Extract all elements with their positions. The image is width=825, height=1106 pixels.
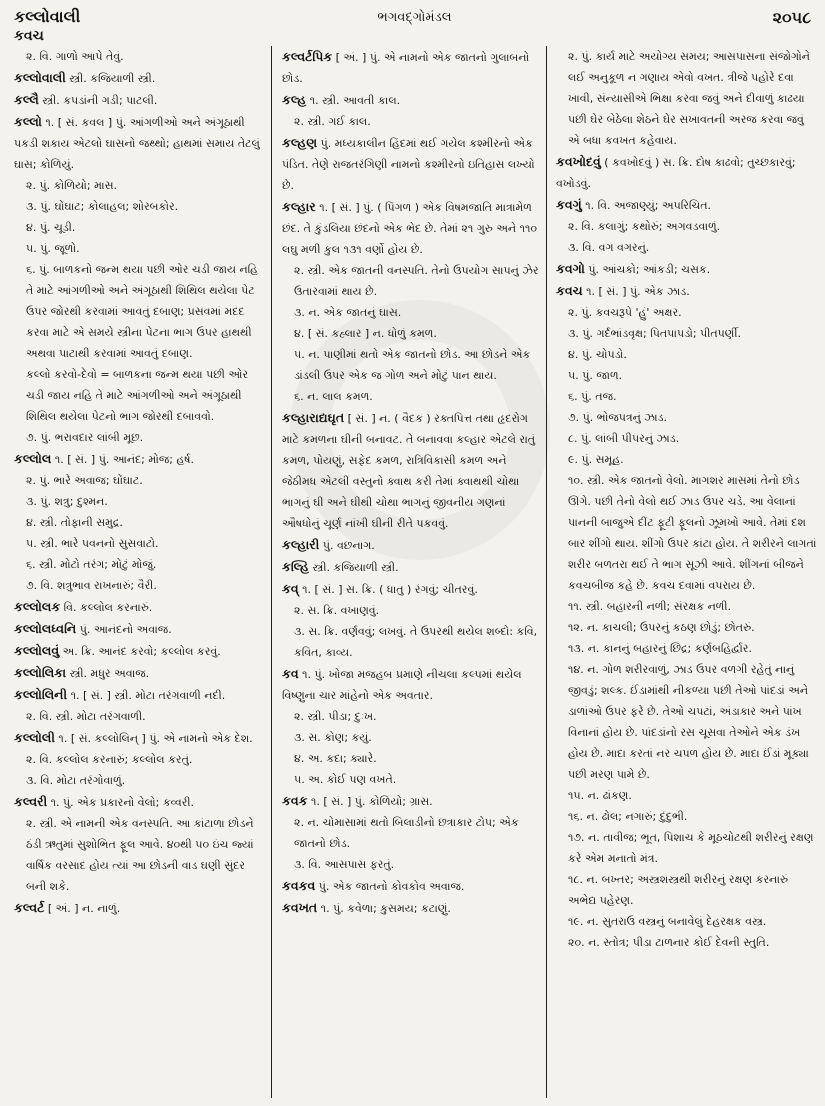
headword: કવગો bbox=[556, 261, 585, 276]
dictionary-entry bbox=[14, 67, 264, 89]
headword: કવખોદવું bbox=[556, 154, 601, 169]
headword: કલ્હારી bbox=[282, 537, 320, 552]
headword: કલ્લોલિની bbox=[14, 687, 68, 702]
definition-text: ૩. સ. ક્રિ. વર્ણવવું; લખવું. તે ઉપરથી થયેલ શબ્દો: કવિ, કવિત, કાવ્ય. bbox=[294, 625, 538, 659]
entry-sense bbox=[556, 911, 817, 932]
definition-text: ૪. પું. ચૂડી. bbox=[26, 221, 76, 234]
headword: કલ્વર્ટ bbox=[14, 900, 45, 915]
definition-text: ૨. પું. ભારે અવાજ; ઘોંઘાટ. bbox=[26, 474, 143, 487]
entry-sense bbox=[282, 344, 540, 386]
column-divider bbox=[271, 46, 272, 1098]
definition-text: [ અં. ] પું. એ નામનો એક જાતનો ગુલાબનો છોડ. bbox=[282, 51, 530, 85]
headword: કલ્લોલવું bbox=[14, 643, 60, 658]
definition-text: ૫. અ. કોઈ પણ વખતે. bbox=[294, 773, 397, 786]
entry-sense bbox=[282, 854, 540, 875]
entry-sense bbox=[282, 748, 540, 769]
definition-text: ૯. પું. સમૂહ. bbox=[568, 453, 624, 466]
entry-sense bbox=[14, 364, 264, 427]
definition-text: ૧. [ સં. કવલ ] પું. આંગળીઓ અને અંગૂઠાથી પકડી શકાય એટલો ઘાસનો જથ્થો; હાથમાં સમાય તેટલું ઘાસ; કોળિયું. bbox=[14, 116, 260, 171]
dictionary-entry bbox=[282, 663, 540, 706]
headword: કવગું bbox=[556, 197, 582, 212]
definition-text: સ્ત્રી. કજિયાળી સ્ત્રી. bbox=[65, 72, 156, 85]
entry-sense bbox=[282, 769, 540, 790]
dictionary-entry bbox=[282, 875, 540, 897]
column-2 bbox=[278, 46, 540, 1100]
headword: કલ્લોવાલી bbox=[14, 70, 66, 85]
definition-text: ૩. પું. ઘોંઘાટ; કોલાહલ; શોરબકોર. bbox=[26, 200, 179, 213]
definition-text: ૨. સ્ત્રી. પીડા; દુઃખ. bbox=[294, 710, 377, 723]
definition-text: ૨. વિ. ગાળો આપે તેવું. bbox=[26, 50, 124, 63]
dictionary-entry bbox=[14, 662, 264, 684]
entry-sense bbox=[14, 238, 264, 259]
definition-text: ૩. પું. ગર્દભાંડવૃક્ષ; પિતપાપડો; પીતપર્ણી. bbox=[568, 327, 742, 340]
definition-text: સ્ત્રી. કપડાંની ગડી; પાટલી. bbox=[38, 94, 158, 107]
entry-sense bbox=[556, 596, 817, 617]
definition-text: ૭. વિ. શત્રુભાવ રાખનારું; વૈરી. bbox=[26, 579, 157, 592]
header-first-word: કલ્લોવાલી bbox=[14, 7, 81, 26]
definition-text: વિ. કલ્લોલ કરનારું. bbox=[60, 601, 153, 614]
definition-text: ૬. પું. તજ. bbox=[568, 390, 617, 403]
definition-text: ૪. પું. ચોપડો. bbox=[568, 348, 627, 361]
dictionary-entry bbox=[556, 194, 817, 216]
entry-sense bbox=[14, 749, 264, 770]
definition-text: ૧. [ સં. ] સ્ત્રી. મોટા તરંગવાળી નદી. bbox=[67, 689, 226, 702]
definition-text: પું. વછનાગ. bbox=[319, 539, 375, 552]
dictionary-entry bbox=[282, 556, 540, 578]
entry-sense bbox=[14, 813, 264, 897]
definition-text: ૩. સ. કોણ; કયું. bbox=[294, 731, 372, 744]
definition-text: ૧૫. ન. ઢાંકણ. bbox=[568, 789, 632, 802]
entry-sense bbox=[282, 386, 540, 407]
headword: કવક bbox=[282, 793, 308, 808]
definition-text: ૨. સ્ત્રી. એ નામની એક વનસ્પતિ. આ કાંટાળા છોડને ઠંડી ઋતુમાં સુશોભિત ફૂલ આવે. ૪૦થી ૫૦ ઇંચ જ્યાં વાર્ષિક વરસાદ હોય ત્યાં આ છોડની વાડ ઘણી સુંદર બની શકે. bbox=[26, 817, 254, 893]
definition-text: ૧. પું. ખોજા મજહબ પ્રમાણે નીચલા કલ્પમાં થયેલ વિષ્ણુના ચાર માંહેનો એક અવતાર. bbox=[282, 668, 522, 702]
headword: કલ્લૈ bbox=[14, 92, 39, 107]
entry-sense bbox=[14, 470, 264, 491]
dictionary-entry bbox=[556, 151, 817, 194]
definition-text: ૭. પું. ભોજપત્રનું ઝાડ. bbox=[568, 411, 668, 424]
entry-sense bbox=[556, 407, 817, 428]
entry-sense bbox=[556, 386, 817, 407]
entry-sense bbox=[556, 806, 817, 827]
definition-text: ૭. પું. ભરાવદાર લાંબી મૂછ. bbox=[26, 431, 144, 444]
definition-text: પું. આંચકો; આંકડી; ચસક. bbox=[584, 263, 711, 276]
headword: કવ્ bbox=[282, 581, 299, 596]
definition-text: ૨૦. ન. સ્તોત્ર; પીડા ટાળનાર કોઈ દેવની સ્તુતિ. bbox=[568, 936, 770, 949]
entry-sense bbox=[556, 617, 817, 638]
definition-text: ૩. પું. શત્રુ; દુશ્મન. bbox=[26, 495, 108, 508]
definition-text: પું. આનંદનો અવાજ. bbox=[76, 623, 172, 636]
definition-text: ૧. પું. એક પ્રકારનો વેલો; કવ્વરી. bbox=[47, 796, 195, 809]
definition-text: અ. ક્રિ. આનંદ કરવો; કલ્લોલ કરવું. bbox=[59, 645, 221, 658]
entry-sense bbox=[14, 575, 264, 596]
entry-sense bbox=[14, 259, 264, 364]
dictionary-entry bbox=[282, 407, 540, 534]
entry-sense bbox=[282, 260, 540, 302]
headword: કલ્હ bbox=[282, 92, 307, 107]
dictionary-entry bbox=[14, 727, 264, 749]
headword: કવ bbox=[282, 666, 299, 681]
definition-text: ૨. પું. કવચરૂપે 'હું' અક્ષર. bbox=[568, 306, 682, 319]
column-3 bbox=[552, 46, 817, 1100]
definition-text: ૨. વિ. કલ્લોલ કરનારું; કલ્લોલ કરતું. bbox=[26, 753, 193, 766]
definition-text: ( કવખોદવું ) સ. ક્રિ. દોષ કાઢવો; તુચ્છકારવું; વખોડવું. bbox=[556, 156, 796, 190]
entry-sense bbox=[14, 770, 264, 791]
page-number: ૨૦૫૮ bbox=[772, 8, 811, 27]
definition-text: ૧૭. ન. તાવીજ; ભૂત, પિશાચ કે મૂઠચોટથી શરીરનું રક્ષણ કરે એમ મનાતો મંત્ર. bbox=[568, 831, 814, 865]
dictionary-entry bbox=[282, 790, 540, 812]
definition-text: ૩. વિ. વગ વગરનું. bbox=[568, 241, 650, 254]
entry-sense bbox=[14, 706, 264, 727]
dictionary-entry bbox=[14, 618, 264, 640]
definition-text: ૪. સ્ત્રી. તોફાની સમુદ્ર. bbox=[26, 516, 123, 529]
entry-sense bbox=[14, 554, 264, 575]
entry-sense bbox=[556, 237, 817, 258]
definition-text: ૧. [ સં. કલ્લોલિન્ ] પું. એ નામનો એક દેશ. bbox=[54, 732, 253, 745]
entry-sense bbox=[282, 302, 540, 323]
definition-text: ૨. પું. કોળિયો; માસ. bbox=[26, 179, 117, 192]
entry-sense bbox=[14, 175, 264, 196]
dictionary-entry bbox=[282, 89, 540, 111]
dictionary-entry bbox=[556, 258, 817, 280]
entry-sense bbox=[556, 470, 817, 596]
definition-text: ૪. અ. કદા; ક્યારે. bbox=[294, 752, 377, 765]
entry-sense bbox=[282, 812, 540, 854]
header-last-word: કવચ bbox=[14, 28, 44, 44]
entry-sense bbox=[556, 428, 817, 449]
headword: કલ્હિ bbox=[282, 559, 310, 574]
definition-text: ૨. વિ. કલાગું; કથોરું; અગવડવાળું. bbox=[568, 220, 721, 233]
entry-sense bbox=[282, 727, 540, 748]
headword: કલ્વરી bbox=[14, 794, 48, 809]
dictionary-entry bbox=[14, 897, 264, 919]
headword: કવખત bbox=[282, 900, 318, 915]
definition-text: ૫. ન. પાણીમાં થતો એક જાતનો છોડ. આ છોડને એક ડાંડલી ઉપર એક જ ગોળ અને મોટું પાન થાય. bbox=[294, 348, 531, 382]
definition-text: ૧૦. સ્ત્રી. એક જાતનો વેલો. માગશર માસમાં તેનો છોડ ઊગે. પછી તેનો વેલો થઈ ઝાડ ઉપર ચડે. આ વેલાનાં પાનની બાજુએ દીંટ ફૂટી ફૂલનો ઝૂમખો આવે. તેમાં દશ બાર શીંગો થાય. શીંગો ઉપર કાંટા હોય. તે શરીરને લાગતાં શરીર બળતરા થઈ તે ભાગ સૂઝી આવે. શીંગનાં બીજને કવચબીજ કહે છે. કવચ દવામાં વપરાય છે. bbox=[568, 474, 817, 592]
column-1 bbox=[14, 46, 264, 1100]
definition-text: ૧૮. ન. બખ્તર; અસ્ત્રશસ્ત્રથી શરીરનું રક્ષણ કરનારું અભેદ્ય પહેરણ. bbox=[568, 873, 789, 907]
headword: કલ્લોલક bbox=[14, 599, 61, 614]
definition-text: ૬. સ્ત્રી. મોટો તરંગ; મોટું મોજું. bbox=[26, 558, 157, 571]
dictionary-entry bbox=[14, 640, 264, 662]
dictionary-entry bbox=[14, 89, 264, 111]
headword: કલ્હણ bbox=[282, 135, 318, 150]
definition-text: ૨. સ્ત્રી. એક જાતની વનસ્પતિ. તેનો ઉપયોગ સાપનું ઝેર ઉતારવામાં થાય છે. bbox=[294, 264, 539, 298]
definition-text: [ અં. ] ન. નાળું. bbox=[44, 902, 121, 915]
entry-sense bbox=[556, 302, 817, 323]
dictionary-entry bbox=[282, 897, 540, 919]
definition-text: ૬. પું. બાળકનો જન્મ થયા પછી ઓર ચડી જાય નહિ તે માટે આંગળીઓ અને અંગૂઠાથી શિથિલ થયેલા પેટ ઉપર જોરથી કરવામાં આવતું દબાણ; પ્રસવમાં મદદ કરવા માટે એ સમયે સ્ત્રીના પેટના ભાગ ઉપર હાથથી અથવા પાટાથી કરવામાં આવતું દબાણ. bbox=[26, 263, 258, 360]
definition-text: ૮. પું. લાંબી પીપરનું ઝાડ. bbox=[568, 432, 680, 445]
definition-text: સ્ત્રી. મધુર અવાજ. bbox=[66, 667, 150, 680]
dictionary-entry bbox=[282, 132, 540, 196]
entry-sense bbox=[282, 323, 540, 344]
entry-sense bbox=[556, 785, 817, 806]
headword: કલ્લોલ bbox=[14, 451, 52, 466]
dictionary-entry bbox=[556, 280, 817, 302]
dictionary-entry bbox=[14, 684, 264, 706]
definition-text: ૧. [ સં. ] પું. કોળિયો; ગ્રાસ. bbox=[307, 795, 433, 808]
definition-text: ૩. ન. એક જાતનું ઘાસ. bbox=[294, 306, 402, 319]
definition-text: ૨. વિ. સ્ત્રી. મોટા તરંગવાળી. bbox=[26, 710, 146, 723]
entry-sense bbox=[556, 46, 817, 151]
definition-text: ૧. વિ. અજાણ્યું; અપરિચિત. bbox=[581, 199, 711, 212]
definition-text: ૫. પું. જૂળો. bbox=[26, 242, 80, 255]
entry-sense bbox=[14, 196, 264, 217]
entry-sense bbox=[282, 111, 540, 132]
entry-sense bbox=[556, 659, 817, 785]
headword: કલ્લો bbox=[14, 114, 42, 129]
definition-text: ૧૯. ન. સુતરાઉ વસ્ત્રનું બનાવેલું દેહરક્ષક વસ્ત્ર. bbox=[568, 915, 767, 928]
dictionary-entry bbox=[282, 196, 540, 260]
header-title: ભગવદ્ગોમંડલ bbox=[377, 10, 452, 25]
headword: કલ્હાર bbox=[282, 199, 316, 214]
definition-text: ૧. [ સં. ] પું. એક ઝાડ. bbox=[582, 285, 690, 298]
entry-sense bbox=[556, 216, 817, 237]
headword: કલ્લોલધ્વનિ bbox=[14, 621, 77, 636]
definition-text: ૧૨. ન. કાચલી; ઉપરનું કઠણ છોડું; છોતરું. bbox=[568, 621, 755, 634]
definition-text: [ સં. ] ન. ( વૈદક ) રક્તપિત્ત તથા હૃદરોગ માટે કમળના ઘીની બનાવટ. તે બનાવવા કલ્હાર એટલે રાતું કમળ, પોયણું, સફેદ કમળ, રાત્રિવિકાસી કમળ અને જેઠીમધ એટલી વસ્તુનો ક્વાથ કરી તેમાં ક્વાથથી ચોથા ભાગનું ઘી અને ઘીથી ચોથા ભાગનું જીવનીય ગણનાં ઔષધોનું ચૂર્ણ નાંખી ઘીની રીતે પકવવું. bbox=[282, 412, 536, 530]
entry-sense bbox=[14, 217, 264, 238]
definition-text: ૧૬. ન. ઢોલ; નગારું; દુંદુભી. bbox=[568, 810, 688, 823]
definition-text: ૧. [ સં. ] પું. ( પિંગળ ) એક વિષમજાતિ માત્રામેળ છંદ. તે કુંડલિયા છંદનો એક ભેદ છે. તેમાં ૨૧ ગુરુ અને ૧૧૦ લઘુ મળી કુલ ૧૩૧ વર્ણો હોય છે. bbox=[282, 201, 538, 256]
entry-sense bbox=[14, 427, 264, 448]
entry-sense bbox=[556, 932, 817, 953]
entry-sense bbox=[14, 533, 264, 554]
entry-sense bbox=[282, 600, 540, 621]
entry-sense bbox=[556, 638, 817, 659]
entry-sense bbox=[556, 344, 817, 365]
entry-sense bbox=[556, 869, 817, 911]
headword: કલ્લોલી bbox=[14, 730, 55, 745]
headword: કવકવ bbox=[282, 878, 316, 893]
definition-text: ૧૪. ન. ગોળ શરીરવાળું, ઝાડ ઉપર વળગી રહેતું નાનું જીવડું; શલ્ક. ઈંડામાંથી નીકળ્યા પછી તેઓ પાંદડાં અને ડાળાંઓ ઉપર ફરે છે. તેઓ ચપટાં, અંડાકાર અને પાંખ વિનાનાં હોય છે. પાંદડાંનો રસ ચૂસવા તેઓને એક ડંખ હોય છે. માદા કરતાં નર ચપળ હોય છે. માદા ઈંડાં મૂક્યા પછી મરણ પામે છે. bbox=[568, 663, 809, 781]
entry-sense bbox=[556, 365, 817, 386]
definition-text: ૨. ન. ચોમાસામાં થતો બિલાડીનો છત્રાકાર ટોપ; એક જાતનો છોડ. bbox=[294, 816, 519, 850]
definition-text: ૬. ન. લાલ કમળ. bbox=[294, 390, 373, 403]
column-divider bbox=[546, 46, 547, 1098]
definition-text: પું. એક જાતનો કોવકોવ અવાજ. bbox=[315, 880, 465, 893]
entry-sense bbox=[556, 323, 817, 344]
definition-text: ૨. સ્ત્રી. ગઈ કાલ. bbox=[294, 115, 371, 128]
definition-text: ૧. સ્ત્રી. આવતી કાલ. bbox=[306, 94, 401, 107]
definition-text: કલ્લો કરવો-દેવો = બાળકના જન્મ થયા પછી ઓર ચડી જાય નહિ તે માટે આંગળીઓ અને અંગૂઠાથી શિથિલ થયેલા પેટનો ભાગ જોરથી દબાવવો. bbox=[26, 368, 249, 423]
entry-sense bbox=[556, 449, 817, 470]
definition-text: પું. મધ્યકાલીન હિંદમાં થઈ ગયેલ કશ્મીરનો એક પંડિત. તેણે રાજતરંગિણી નામનો કશ્મીરનો ઇતિહાસ લખ્યો છે. bbox=[282, 137, 535, 192]
headword: કવચ bbox=[556, 283, 583, 298]
page-header bbox=[14, 6, 815, 48]
definition-text: સ્ત્રી. કજિયાળી સ્ત્રી. bbox=[309, 561, 399, 574]
dictionary-entry bbox=[14, 596, 264, 618]
definition-text: ૧. પું. કવેળા; કુસમય; કટાણું. bbox=[317, 902, 451, 915]
dictionary-entry bbox=[282, 534, 540, 556]
headword: કલ્વર્ટપિક bbox=[282, 49, 333, 64]
definition-text: ૨. પું. કાર્ય માટે અયોગ્ય સમય; આસપાસના સંજોગોને લઈ અનુકૂળ ન ગણાય એવો વખત. ત્રીજે પહોરે દવા ખાવી, સંન્યાસીએ ભિક્ષા કરવા જવું અને દીવાળું કાઢયા પછી ઘેર બેઠેલા શેઠને ઘેર સખાવતની અરજ કરવા જવું એ બધા કવખત કહેવાય. bbox=[568, 50, 811, 147]
dictionary-entry bbox=[14, 448, 264, 470]
dictionary-entry bbox=[282, 46, 540, 89]
entry-sense bbox=[282, 706, 540, 727]
definition-text: ૧૧. સ્ત્રી. બહારની નળી; સંરક્ષક નળી. bbox=[568, 600, 732, 613]
dictionary-entry bbox=[14, 791, 264, 813]
entry-sense bbox=[14, 491, 264, 512]
definition-text: ૩. વિ. મોટા તરંગોવાળું. bbox=[26, 774, 126, 787]
definition-text: ૪. [ સં. કહ્લાર ] ન. ધોળું કમળ. bbox=[294, 327, 437, 340]
definition-text: ૧. [ સં. ] પું. આનંદ; મોજ; હર્ષ. bbox=[51, 453, 194, 466]
headword: કલ્લોલિકા bbox=[14, 665, 67, 680]
entry-sense bbox=[556, 827, 817, 869]
definition-text: ૫. પું. જાળ. bbox=[568, 369, 623, 382]
definition-text: ૧૩. ન. કાનનું બહારનું છિદ્ર; કર્ણબહિર્દ્વાર. bbox=[568, 642, 752, 655]
definition-text: ૨. સ. ક્રિ. વખાણવું. bbox=[294, 604, 380, 617]
definition-text: ૩. વિ. આસપાસ ફરતું. bbox=[294, 858, 395, 871]
entry-sense bbox=[14, 46, 264, 67]
dictionary-entry bbox=[282, 578, 540, 600]
definition-text: ૧. [ સં. ] સ. ક્રિ. ( ધાતુ ) રંગવું; ચીતરવું. bbox=[298, 583, 478, 596]
entry-sense bbox=[14, 512, 264, 533]
dictionary-entry bbox=[14, 111, 264, 175]
entry-sense bbox=[282, 621, 540, 663]
definition-text: ૫. સ્ત્રી. ભારે પવનનો સુસવાટો. bbox=[26, 537, 159, 550]
headword: કલ્હારાદ્યઘૃત bbox=[282, 410, 345, 425]
